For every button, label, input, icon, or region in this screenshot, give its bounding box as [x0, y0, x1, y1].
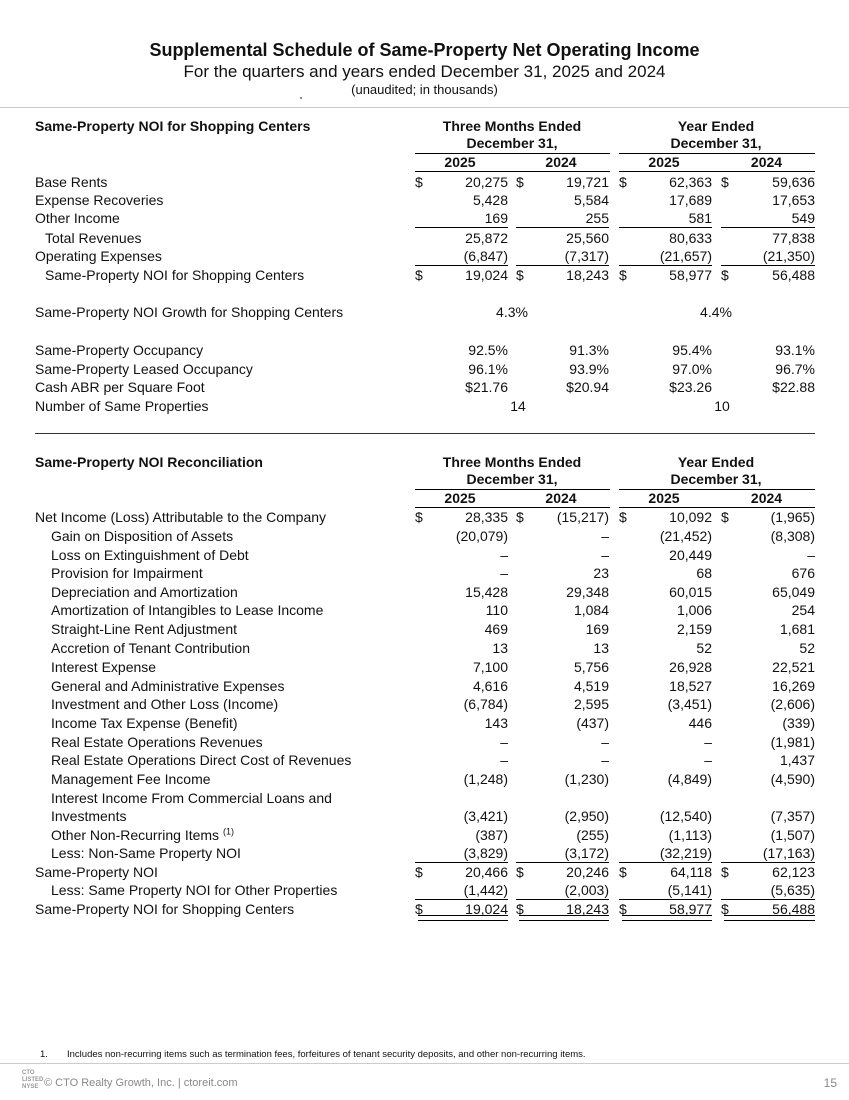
cell-value: 10,092 [669, 509, 712, 525]
table2-year-header [616, 454, 816, 488]
dollar-sign: $ [619, 864, 627, 880]
table-row [0, 583, 849, 601]
dollar-sign: $ [516, 864, 524, 880]
cell-value: (21,452) [659, 528, 712, 544]
table-row [0, 770, 849, 788]
row-label: Interest Income From Commercial Loans and [51, 790, 332, 806]
year-line2: December 31, [670, 135, 762, 151]
three-months-line2: December 31, [466, 471, 558, 487]
cell-value: 4,616 [472, 678, 508, 694]
num-props-year: 10 [714, 398, 730, 414]
row-label: Straight-Line Rent Adjustment [51, 621, 237, 637]
cell-value: 5,428 [472, 192, 508, 208]
cell-value: (32,219) [616, 844, 712, 862]
cell-value: 4,519 [573, 678, 609, 694]
table-row [0, 378, 849, 396]
row-label: Cash ABR per Square Foot [35, 379, 205, 395]
table-row [0, 508, 849, 526]
cell-value: 16,269 [772, 678, 815, 694]
cell-value: (1,113) [668, 827, 712, 843]
dollar-sign: $ [415, 864, 423, 880]
cell-value: 7,100 [472, 659, 508, 675]
table-row [0, 266, 849, 284]
table-row [0, 826, 849, 844]
cell-value: 18,243 [566, 267, 609, 283]
cell-value: 93.1% [775, 342, 815, 358]
cell-value: 15,428 [465, 584, 508, 600]
cell-value: – [601, 547, 609, 563]
row-label [51, 826, 234, 844]
cell-value: 20,246 [566, 864, 609, 880]
row-label: Real Estate Operations Revenues [51, 734, 263, 750]
cell-value: 1,681 [779, 621, 815, 637]
cell-value: 56,488 [721, 900, 815, 918]
dollar-sign: $ [619, 267, 627, 283]
year-line2: December 31, [670, 471, 762, 487]
cell-value: 68 [696, 565, 712, 581]
cell-value: (20,079) [455, 528, 508, 544]
dollar-sign: $ [415, 509, 423, 525]
cell-value: (5,141) [616, 881, 712, 899]
cell-value: $23.26 [669, 379, 712, 395]
cell-value: – [704, 734, 712, 750]
num-props-quarter: 14 [510, 398, 526, 414]
cell-value: – [500, 565, 508, 581]
cell-value: 19,024 [465, 267, 508, 283]
cell-value: (8,308) [770, 528, 815, 544]
cell-value: 96.1% [468, 361, 508, 377]
table-row [0, 863, 849, 881]
table-row [0, 564, 849, 582]
dollar-sign: $ [619, 509, 627, 525]
table-row [0, 900, 849, 918]
dollar-sign: $ [721, 174, 729, 190]
cell-value: 93.9% [569, 361, 609, 377]
cell-value: 110 [485, 602, 508, 618]
cell-value: (12,540) [659, 808, 712, 824]
cell-value: 60,015 [669, 584, 712, 600]
logo-text: CTO [22, 1070, 35, 1076]
footnote-marker: (1) [222, 826, 234, 837]
header-divider [0, 107, 849, 108]
header-rule [619, 171, 815, 172]
footnote [40, 1049, 586, 1060]
row-label: Income Tax Expense (Benefit) [51, 715, 238, 731]
cell-value: 58,977 [619, 900, 712, 918]
cell-value: (1,965) [770, 509, 815, 525]
cell-value: 2,159 [676, 621, 712, 637]
cell-value: 23 [593, 565, 609, 581]
footer-divider [0, 1063, 849, 1064]
row-label: Number of Same Properties [35, 398, 209, 414]
row-label: General and Administrative Expenses [51, 678, 285, 694]
footnote-text: Includes non-recurring items such as termination fees, forfeitures of tenant security deposits, and other non-recurring items. [67, 1049, 586, 1060]
row-label: Investments [51, 808, 127, 824]
col-2025: 2025 [444, 154, 476, 170]
cell-value: 26,928 [669, 659, 712, 675]
table-row [0, 658, 849, 676]
cell-value: (1,981) [770, 734, 815, 750]
row-label: Expense Recoveries [35, 192, 164, 208]
row-label: Amortization of Intangibles to Lease Income [51, 602, 324, 618]
footnote-number: 1. [40, 1049, 48, 1060]
cell-value: 676 [791, 565, 815, 581]
cell-value: 469 [484, 621, 508, 637]
dollar-sign: $ [516, 509, 524, 525]
cell-value: (3,451) [667, 696, 712, 712]
cell-value: 52 [799, 640, 815, 656]
page-number: 15 [823, 1076, 837, 1090]
table-row [0, 639, 849, 657]
dollar-sign: $ [415, 267, 423, 283]
table-row [0, 677, 849, 695]
growth-year: 4.4% [700, 304, 732, 320]
copyright-text: © CTO Realty Growth, Inc. | ctoreit.com [44, 1077, 238, 1089]
table1-three-months-header [412, 118, 612, 152]
col-2024: 2024 [545, 154, 577, 170]
cell-value: 77,838 [772, 230, 815, 246]
cell-value: (5,635) [718, 881, 815, 899]
cell-value: 20,466 [465, 864, 508, 880]
table-row [0, 789, 849, 807]
row-label: Provision for Impairment [51, 565, 203, 581]
dollar-sign: $ [721, 267, 729, 283]
table-row [0, 360, 849, 378]
cell-value: 62,123 [772, 864, 815, 880]
table-row [0, 733, 849, 751]
cell-value: (255) [576, 827, 609, 843]
dollar-sign: $ [516, 174, 524, 190]
cell-value: 18,243 [516, 900, 609, 918]
table-row [0, 620, 849, 638]
cell-value: 59,636 [772, 174, 815, 190]
col-2025: 2025 [444, 490, 476, 506]
cell-value: – [601, 752, 609, 768]
col-2024: 2024 [750, 154, 783, 170]
cell-value: (6,784) [463, 696, 508, 712]
col-2024: 2024 [750, 490, 783, 506]
cell-value: (4,849) [667, 771, 712, 787]
cell-value: 96.7% [775, 361, 815, 377]
cell-value: (7,357) [770, 808, 815, 824]
table-row [0, 191, 849, 209]
row-label: Base Rents [35, 174, 108, 190]
cell-value: 65,049 [772, 584, 815, 600]
table-row [0, 247, 849, 265]
growth-row [0, 303, 849, 321]
cell-value: 581 [616, 209, 712, 227]
cell-value: 254 [791, 602, 815, 618]
cell-value: 19,721 [566, 174, 609, 190]
cell-value: (387) [475, 827, 508, 843]
cell-value: – [500, 752, 508, 768]
row-label: Same-Property NOI Growth for Shopping Centers [35, 304, 344, 320]
cell-value: – [500, 547, 508, 563]
cell-value: (6,847) [412, 247, 508, 265]
dollar-sign: $ [516, 901, 524, 917]
cell-value: 5,756 [573, 659, 609, 675]
cell-value: 169 [585, 621, 609, 637]
table-row [0, 209, 849, 227]
cell-value: – [807, 547, 815, 563]
three-months-line1: Three Months Ended [442, 118, 582, 134]
cell-value: 25,872 [465, 230, 508, 246]
cell-value: 1,437 [779, 752, 815, 768]
table-row [0, 844, 849, 862]
cell-value: 13 [593, 640, 609, 656]
section-divider [35, 433, 815, 434]
page-title: Supplemental Schedule of Same-Property Net Operating Income [149, 40, 700, 60]
cell-value: (1,230) [564, 771, 609, 787]
cell-value: 97.0% [672, 361, 712, 377]
cell-value: $22.88 [772, 379, 815, 395]
col-2025: 2025 [648, 490, 680, 506]
cell-value: – [601, 734, 609, 750]
cell-value: 143 [484, 715, 508, 731]
cell-value: 52 [696, 640, 712, 656]
row-label: Gain on Disposition of Assets [51, 528, 234, 544]
table-row [0, 173, 849, 191]
table2-title: Same-Property NOI Reconciliation [35, 454, 263, 470]
cell-value: 19,024 [415, 900, 508, 918]
cell-value: 13 [492, 640, 508, 656]
row-label: Same-Property NOI for Shopping Centers [45, 267, 305, 283]
row-label: Loss on Extinguishment of Debt [51, 547, 249, 563]
cell-value: – [601, 528, 609, 544]
cell-value: 549 [718, 209, 815, 227]
cell-value: $21.76 [465, 379, 508, 395]
table-row [0, 341, 849, 359]
row-label: Same-Property NOI [35, 864, 158, 880]
table-row [0, 881, 849, 899]
cell-value: (339) [782, 715, 815, 731]
row-label: Depreciation and Amortization [51, 584, 238, 600]
cell-value: 169 [412, 209, 508, 227]
cell-value: 2,595 [573, 696, 609, 712]
row-label: Net Income (Loss) Attributable to the Company [35, 509, 327, 525]
cell-value: (2,606) [770, 696, 815, 712]
cell-value: 64,118 [670, 864, 712, 880]
cell-value: 1,006 [676, 602, 712, 618]
cell-value: 29,348 [566, 584, 609, 600]
page-subtitle-note: (unaudited; in thousands) [351, 82, 498, 97]
cell-value: (3,829) [412, 844, 508, 862]
table-row [0, 695, 849, 713]
cell-value: 18,527 [669, 678, 712, 694]
cell-value: 28,335 [465, 509, 508, 525]
cell-value: 58,977 [669, 267, 712, 283]
year-line1: Year Ended [677, 454, 755, 470]
three-months-line1: Three Months Ended [442, 454, 582, 470]
cell-value: (4,590) [770, 771, 815, 787]
row-label: Real Estate Operations Direct Cost of Revenues [51, 752, 352, 768]
cell-value: 20,449 [669, 547, 712, 563]
cell-value: (2,950) [564, 808, 609, 824]
table-row [0, 229, 849, 247]
cell-value: 446 [688, 715, 712, 731]
logo-text: LISTED [22, 1077, 44, 1083]
cell-value: 92.5% [468, 342, 508, 358]
row-label-text: Other Non-Recurring Items [51, 827, 220, 843]
row-label: Investment and Other Loss (Income) [51, 696, 279, 712]
cell-value: (21,350) [718, 247, 815, 265]
decorative-dot [300, 97, 302, 99]
row-label: Management Fee Income [51, 771, 211, 787]
table1-title: Same-Property NOI for Shopping Centers [35, 118, 311, 134]
dollar-sign: $ [415, 901, 423, 917]
cell-value: – [500, 734, 508, 750]
page-subtitle: For the quarters and years ended December 31, 2025 and 2024 [183, 62, 666, 81]
table-row [0, 527, 849, 545]
company-logo [22, 1070, 42, 1091]
table-row [0, 751, 849, 769]
cell-value: 20,275 [465, 174, 508, 190]
cell-value: (7,317) [513, 247, 609, 265]
header-rule [415, 171, 610, 172]
row-label: Accretion of Tenant Contribution [51, 640, 250, 656]
cell-value: (3,421) [463, 808, 508, 824]
cell-value: 80,633 [669, 230, 712, 246]
cell-value: 17,653 [772, 192, 815, 208]
cell-value: 91.3% [569, 342, 609, 358]
row-label: Less: Same Property NOI for Other Properties [51, 882, 338, 898]
cell-value: 95.4% [672, 342, 712, 358]
cell-value: 62,363 [669, 174, 712, 190]
col-2025: 2025 [648, 154, 680, 170]
row-label: Interest Expense [51, 659, 157, 675]
cell-value: (2,003) [513, 881, 609, 899]
col-2024: 2024 [545, 490, 577, 506]
table2-three-months-header [412, 454, 612, 488]
dollar-sign: $ [721, 864, 729, 880]
year-line1: Year Ended [677, 118, 755, 134]
row-label: Same-Property Leased Occupancy [35, 361, 253, 377]
cell-value: 5,584 [573, 192, 609, 208]
cell-value: 56,488 [772, 267, 815, 283]
dollar-sign: $ [619, 174, 627, 190]
row-label: Same-Property NOI for Shopping Centers [35, 901, 295, 917]
cell-value: (17,163) [718, 844, 815, 862]
row-label: Less: Non-Same Property NOI [51, 845, 241, 861]
dollar-sign: $ [415, 174, 423, 190]
cell-value: (21,657) [616, 247, 712, 265]
cell-value: 1,084 [573, 602, 609, 618]
cell-value: $20.94 [566, 379, 609, 395]
dollar-sign: $ [619, 901, 627, 917]
dollar-sign: $ [721, 901, 729, 917]
cell-value: 22,521 [772, 659, 815, 675]
cell-value: (1,507) [770, 827, 815, 843]
cell-value: 25,560 [566, 230, 609, 246]
table-row [0, 807, 849, 825]
row-label: Other Income [35, 210, 120, 226]
cell-value: (15,217) [556, 509, 609, 525]
dollar-sign: $ [721, 509, 729, 525]
dollar-sign: $ [516, 267, 524, 283]
row-label: Operating Expenses [35, 248, 162, 264]
row-label: Same-Property Occupancy [35, 342, 204, 358]
table-row [0, 601, 849, 619]
three-months-line2: December 31, [466, 135, 558, 151]
logo-text: NYSE [22, 1084, 39, 1090]
growth-quarter: 4.3% [496, 304, 528, 320]
cell-value: (1,248) [463, 771, 508, 787]
cell-value: (1,442) [412, 881, 508, 899]
cell-value: 255 [513, 209, 609, 227]
cell-value: – [704, 752, 712, 768]
table-row [0, 397, 849, 415]
table-row [0, 714, 849, 732]
table1-year-header [616, 118, 816, 152]
cell-value: (437) [576, 715, 609, 731]
cell-value: 17,689 [669, 192, 712, 208]
row-label: Total Revenues [45, 230, 142, 246]
cell-value: (3,172) [513, 844, 609, 862]
table-row [0, 546, 849, 564]
